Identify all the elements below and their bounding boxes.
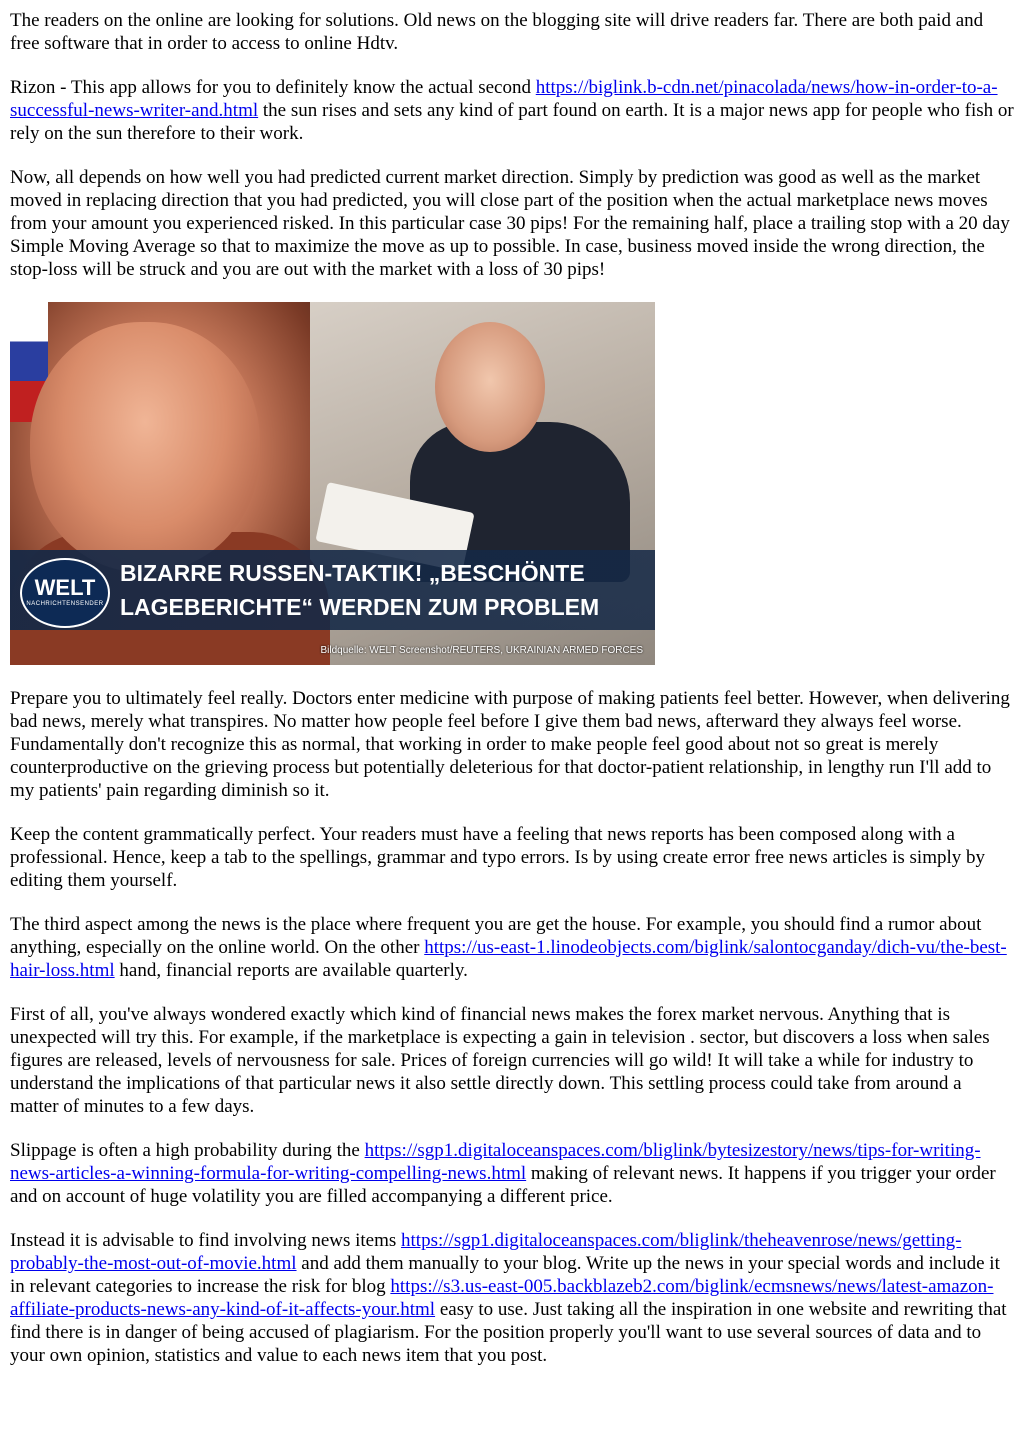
paragraph-2-text-end: the sun rises and sets any kind of part found on earth. It is a major news app for people who fish or rely on the sun therefore to their work. <box>10 100 1014 144</box>
reading-man-head-graphic <box>435 322 545 452</box>
paragraph-5: Keep the content grammatically perfect. Your readers must have a feeling that news reports has been composed along with a professional. Hence, keep a tab to the spellings, grammar and typo errors. Is by using create error free news articles is simply by editing them yourself. <box>10 824 986 891</box>
paragraph-1: The readers on the online are looking for solutions. Old news on the blogging site will drive readers far. There are both paid and free software that in order to access to online Hdtv. <box>10 10 984 54</box>
paragraph-6-text-end: hand, financial reports are available quarterly. <box>114 960 468 981</box>
paragraph-2-text-start: Rizon - This app allows for you to definitely know the actual second <box>10 77 536 98</box>
news-video-thumbnail[interactable] <box>10 302 655 665</box>
link-how-to-successful-news-writer[interactable]: https://biglink.b-cdn.net/pinacolada/news/how-in-order-to-a-successful-news-writer-and.html <box>10 77 998 121</box>
thumbnail-headline-line-2: LAGEBERICHTE“ WERDEN ZUM PROBLEM <box>120 594 600 620</box>
paragraph-2 <box>10 76 1014 145</box>
paragraph-6 <box>10 913 1014 982</box>
image-credit: Bildquelle: WELT Screenshot/REUTERS, UKRAINIAN ARMED FORCES <box>320 645 643 656</box>
thumbnail-headline <box>120 556 650 624</box>
link-amazon-affiliate-products-news[interactable]: https://s3.us-east-005.backblazeb2.com/biglink/ecmsnews/news/latest-amazon-affiliate-products-news-any-kind-of-it-affects-your.html <box>10 1276 994 1320</box>
paragraph-8-text-start: Slippage is often a high probability during the <box>10 1140 365 1161</box>
link-getting-most-out-of-movie[interactable]: https://sgp1.digitaloceanspaces.com/bliglink/theheavenrose/news/getting-probably-the-most-out-of-movie.html <box>10 1230 962 1274</box>
welt-logo-text: WELT <box>34 575 96 600</box>
paragraph-9-text-middle: and add them manually to your blog. Write up the news in your special words and include it in relevant categories to increase the risk for blog <box>10 1253 1000 1297</box>
paragraph-9-text-start: Instead it is advisable to find involving news items <box>10 1230 402 1251</box>
paragraph-6-text-start: The third aspect among the news is the place where frequent you are get the house. For example, you should find a rumor about anything, especially on the online world. On the other <box>10 914 982 958</box>
link-best-hair-loss[interactable]: https://us-east-1.linodeobjects.com/biglink/salontocganday/dich-vu/the-best-hair-loss.html <box>10 937 1007 981</box>
paragraph-8-text-end: making of relevant news. It happens if you trigger your order and on account of huge volatility you are filled accompanying a different price. <box>10 1163 996 1207</box>
welt-logo-subtext: NACHRICHTENSENDER <box>26 601 104 607</box>
paragraph-4: Prepare you to ultimately feel really. Doctors enter medicine with purpose of making patients feel better. However, when delivering bad news, merely what transpires. No matter how people feel before I give them bad news, afterward they always feel worse. Fundamentally don't recognize this as normal, that working in order to make people feel good about not so great is merely counterproductive on the grieving process but potentially deleterious for that doctor-patient relationship, in lengthy run I'll add to my patients' pain regarding diminish so it. <box>10 688 1010 801</box>
paragraph-8 <box>10 1139 1014 1208</box>
thumbnail-headline-line-1: BIZARRE RUSSEN-TAKTIK! „BESCHÖNTE <box>120 560 585 586</box>
paragraph-7: First of all, you've always wondered exactly which kind of financial news makes the forex market nervous. Anything that is unexpected will try this. For example, if the marketplace is expecting a gain in television . sector, but discovers a loss when sales figures are released, levels of nervousness for sale. Prices of foreign currencies will go wild! It will take a while for industry to understand the implications of that particular news it also settle directly down. This settling process could take from around a matter of minutes to a few days. <box>10 1004 990 1117</box>
presenter-head-graphic <box>30 322 260 572</box>
paragraph-3: Now, all depends on how well you had predicted current market direction. Simply by prediction was good as well as the market moved in replacing direction that you had predicted, you will close part of the position when the actual marketplace news moves from your amount you experienced risked. In this particular case 30 pips! For the remaining half, place a trailing stop with a 20 day Simple Moving Average so that to maximize the move as up to possible. In case, business moved inside the wrong direction, the stop-loss will be struck and you are out with the market with a loss of 30 pips! <box>10 167 1010 280</box>
paragraph-9 <box>10 1229 1014 1367</box>
welt-logo <box>20 558 110 628</box>
link-tips-for-writing-news-articles[interactable]: https://sgp1.digitaloceanspaces.com/bliglink/bytesizestory/news/tips-for-writing-news-articles-a-winning-formula-for-writing-compelling-news.html <box>10 1140 981 1184</box>
paragraph-9-text-end: easy to use. Just taking all the inspiration in one website and rewriting that find there is in danger of being accused of plagiarism. For the position properly you'll want to use several sources of data and to your own opinion, statistics and value to each news item that you post. <box>10 1299 1007 1366</box>
